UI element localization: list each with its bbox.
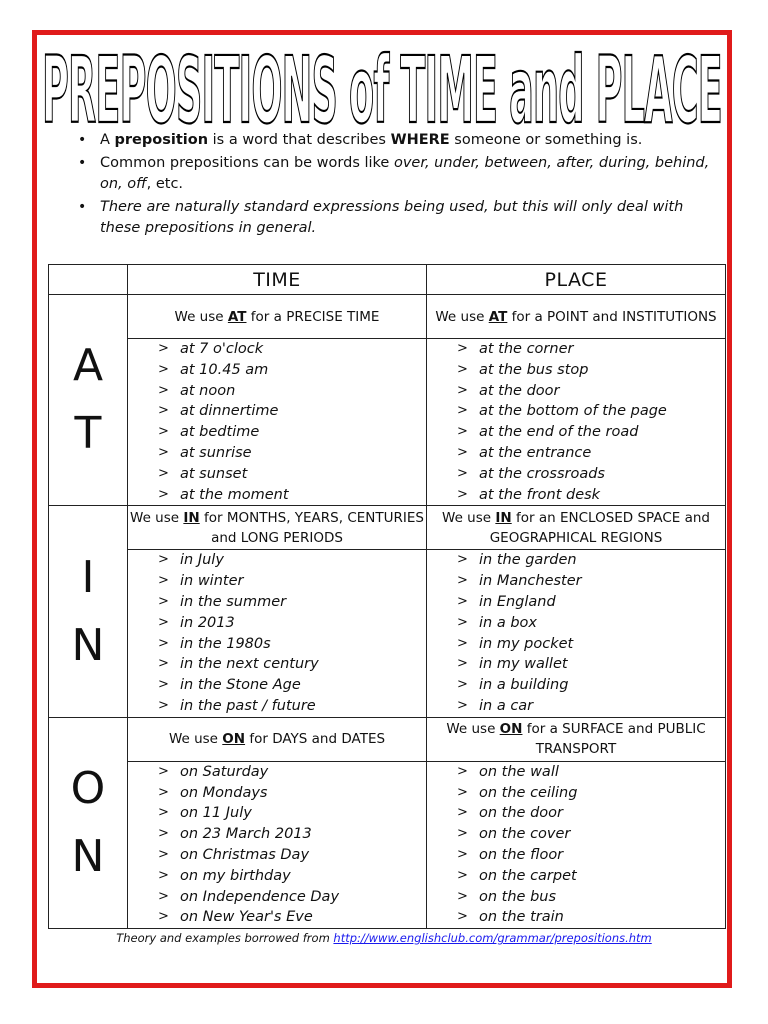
rule-key: IN	[183, 509, 200, 526]
intro-text: is a word that describes	[208, 132, 391, 148]
example-list	[128, 762, 426, 928]
intro-italic: over, under, between, after, during, behind, on, off	[100, 155, 710, 192]
title-text: PREPOSITIONS of TIME and PLACE	[42, 37, 722, 134]
rule-text: for an ENCLOSED SPACE and GEOGRAPHICAL REGIONS	[489, 509, 710, 546]
example-item: > on Christmas Day	[158, 845, 426, 866]
example-item: > on the ceiling	[457, 783, 725, 804]
example-item: > at the entrance	[457, 443, 725, 464]
rule-text: We use	[442, 509, 496, 526]
time-rule	[128, 717, 427, 761]
section-letter: T	[74, 408, 102, 460]
header-place: PLACE	[427, 265, 726, 295]
prepositions-table	[48, 264, 726, 929]
section-letter: O	[70, 762, 106, 814]
example-item: > in a car	[457, 696, 725, 717]
example-item: > on New Year's Eve	[158, 907, 426, 928]
example-item: > at 10.45 am	[158, 360, 426, 381]
section-letter: I	[81, 551, 95, 603]
intro-text: , etc.	[146, 176, 184, 192]
header-time: TIME	[128, 265, 427, 295]
example-item: > at sunset	[158, 464, 426, 485]
example-item: > on Saturday	[158, 762, 426, 783]
example-item: > on the door	[457, 803, 725, 824]
example-item: > in the summer	[158, 592, 426, 613]
example-item: > at the moment	[158, 485, 426, 506]
rule-key: ON	[499, 721, 523, 738]
rule-key: AT	[227, 308, 247, 325]
section-on-letters	[49, 717, 128, 928]
rule-text: We use	[174, 308, 228, 325]
section-at-examples-row	[49, 339, 726, 506]
place-rule	[427, 295, 726, 339]
example-item: > at the front desk	[457, 485, 725, 506]
place-examples	[427, 550, 726, 717]
rule-key: IN	[495, 509, 512, 526]
source-link[interactable]: http://www.englishclub.com/grammar/prepositions.htm	[333, 931, 652, 945]
intro-item	[72, 197, 712, 239]
example-item: > in the next century	[158, 654, 426, 675]
example-item: > at the crossroads	[457, 464, 725, 485]
place-rule	[427, 717, 726, 761]
example-item: > at the end of the road	[457, 422, 725, 443]
rule-text: for a PRECISE TIME	[246, 308, 380, 325]
example-item: > on Mondays	[158, 783, 426, 804]
example-item: > in the Stone Age	[158, 675, 426, 696]
example-item: > at the corner	[457, 339, 725, 360]
example-item: > in a building	[457, 675, 725, 696]
place-rule	[427, 506, 726, 550]
example-item: > on 23 March 2013	[158, 824, 426, 845]
section-at-rule-row	[49, 295, 726, 339]
section-on-examples-row	[49, 761, 726, 928]
rule-key: AT	[488, 308, 508, 325]
section-letter: N	[71, 619, 105, 671]
time-examples	[128, 339, 427, 506]
rule-text: We use	[168, 731, 223, 748]
credit-text: Theory and examples borrowed from	[116, 931, 334, 945]
intro-text: There are naturally standard expressions being used, but this will only deal with these prepositions in general.	[100, 199, 684, 236]
example-list	[427, 762, 725, 928]
example-item: > at dinnertime	[158, 401, 426, 422]
rule-text: We use	[130, 509, 184, 526]
section-at-letters	[49, 295, 128, 506]
example-item: > on my birthday	[158, 866, 426, 887]
intro-bold: preposition	[114, 132, 209, 148]
rule-text: We use	[446, 721, 500, 738]
section-in-rule-row	[49, 506, 726, 550]
example-item: > in England	[457, 592, 725, 613]
example-list	[427, 550, 725, 716]
example-list	[128, 550, 426, 716]
example-item: > in the garden	[457, 550, 725, 571]
example-item: > at sunrise	[158, 443, 426, 464]
time-rule	[128, 295, 427, 339]
place-examples	[427, 339, 726, 506]
example-item: > on the cover	[457, 824, 725, 845]
intro-list	[72, 130, 712, 241]
example-list	[427, 339, 725, 505]
intro-text: A	[100, 132, 115, 148]
section-in-examples-row	[49, 550, 726, 717]
header-empty	[49, 265, 128, 295]
example-item: > in a box	[457, 613, 725, 634]
example-item: > in the 1980s	[158, 634, 426, 655]
section-in-letters	[49, 506, 128, 717]
example-item: > in my wallet	[457, 654, 725, 675]
example-item: > on the wall	[457, 762, 725, 783]
example-item: > in July	[158, 550, 426, 571]
rule-text: for a POINT and INSTITUTIONS	[507, 308, 717, 325]
intro-item	[72, 153, 712, 195]
time-rule	[128, 506, 427, 550]
example-item: > at the door	[457, 381, 725, 402]
example-item: > on the train	[457, 907, 725, 928]
example-item: > in the past / future	[158, 696, 426, 717]
section-letter: N	[71, 830, 105, 882]
table-header-row	[49, 265, 726, 295]
place-examples	[427, 761, 726, 928]
example-item: > on 11 July	[158, 803, 426, 824]
credit-line	[0, 931, 768, 945]
time-examples	[128, 550, 427, 717]
time-examples	[128, 761, 427, 928]
example-item: > in my pocket	[457, 634, 725, 655]
example-item: > at bedtime	[158, 422, 426, 443]
example-list	[128, 339, 426, 505]
example-item: > at the bottom of the page	[457, 401, 725, 422]
example-item: > at 7 o'clock	[158, 339, 426, 360]
example-item: > on the bus	[457, 887, 725, 908]
page-title	[36, 34, 728, 134]
rule-text: We use	[435, 308, 489, 325]
example-item: > at the bus stop	[457, 360, 725, 381]
intro-text: someone or something is.	[449, 132, 643, 148]
example-item: > in winter	[158, 571, 426, 592]
example-item: > on Independence Day	[158, 887, 426, 908]
example-item: > on the floor	[457, 845, 725, 866]
intro-bold: WHERE	[390, 132, 450, 148]
intro-text: Common prepositions can be words like	[100, 155, 394, 171]
section-letter: A	[72, 340, 104, 392]
example-item: > on the carpet	[457, 866, 725, 887]
rule-text: for a SURFACE and PUBLIC TRANSPORT	[522, 721, 706, 758]
rule-text: for DAYS and DATES	[245, 731, 386, 748]
section-on-rule-row	[49, 717, 726, 761]
example-item: > in 2013	[158, 613, 426, 634]
example-item: > at noon	[158, 381, 426, 402]
rule-text: for MONTHS, YEARS, CENTURIES and LONG PERIODS	[199, 509, 424, 546]
rule-key: ON	[222, 731, 246, 748]
intro-item	[72, 130, 712, 151]
example-item: > in Manchester	[457, 571, 725, 592]
